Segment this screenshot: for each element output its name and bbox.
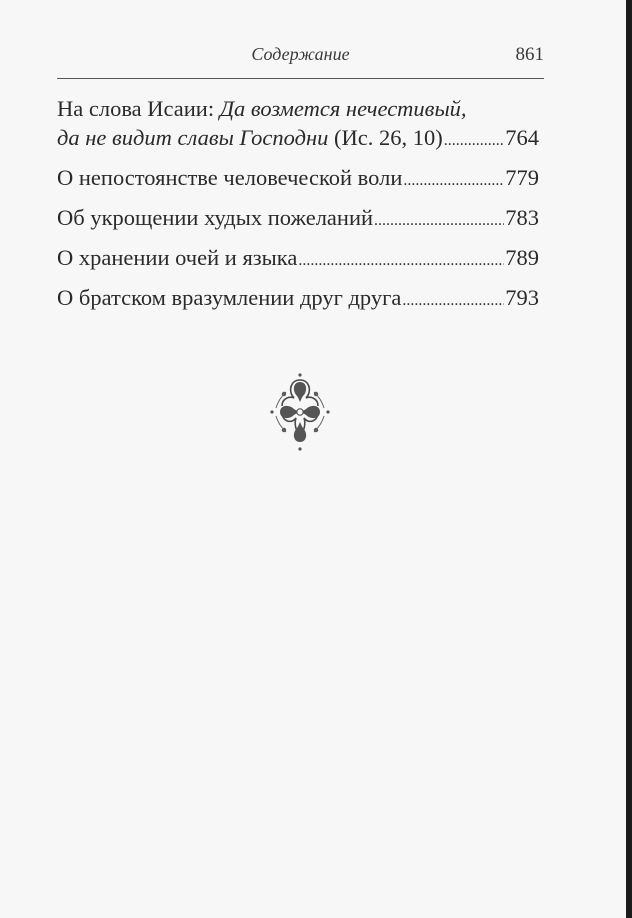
running-title: Содержание: [251, 44, 350, 64]
toc-entry-title: Об укрощении худых пожеланий: [57, 205, 374, 230]
toc-entry-title-line2: [57, 123, 539, 155]
toc-entry: [57, 163, 539, 195]
toc-entry-title: О хранении очей и языка: [57, 245, 298, 270]
toc-entry-title: О братском вразумлении друг друга: [57, 285, 402, 310]
quatrefoil-ornament-icon: [268, 372, 332, 452]
toc-entry-title: О непостоянстве человеческой воли: [57, 165, 403, 190]
toc-entry-page: 764: [505, 125, 539, 150]
toc-entry-page: 789: [505, 245, 539, 270]
page-number: 861: [515, 44, 544, 65]
running-head: [57, 44, 544, 72]
dot-leader: [298, 243, 504, 275]
toc-entry-title-line1: [57, 94, 539, 123]
toc-entry-title-italic: да не видит славы Господни: [57, 125, 329, 150]
toc-entry-page: 783: [505, 205, 539, 230]
dot-leader: [444, 123, 505, 155]
toc-entry-page: 779: [505, 165, 539, 190]
dot-leader: [402, 283, 504, 315]
header-rule: [57, 78, 544, 79]
dot-leader: [403, 163, 504, 195]
toc-entry-title-plain: (Ис. 26, 10): [328, 125, 443, 150]
toc-entry: [57, 203, 539, 235]
dot-leader: [374, 203, 504, 235]
table-of-contents: [57, 94, 539, 323]
toc-entry: [57, 283, 539, 315]
toc-entry-page: 793: [505, 285, 539, 310]
toc-entry-title-italic: Да возмется нечестивый,: [219, 96, 467, 121]
toc-entry: [57, 243, 539, 275]
toc-entry-title-plain: На слова Исаии:: [57, 96, 220, 121]
page-edge: [626, 0, 632, 918]
toc-entry: [57, 94, 539, 155]
